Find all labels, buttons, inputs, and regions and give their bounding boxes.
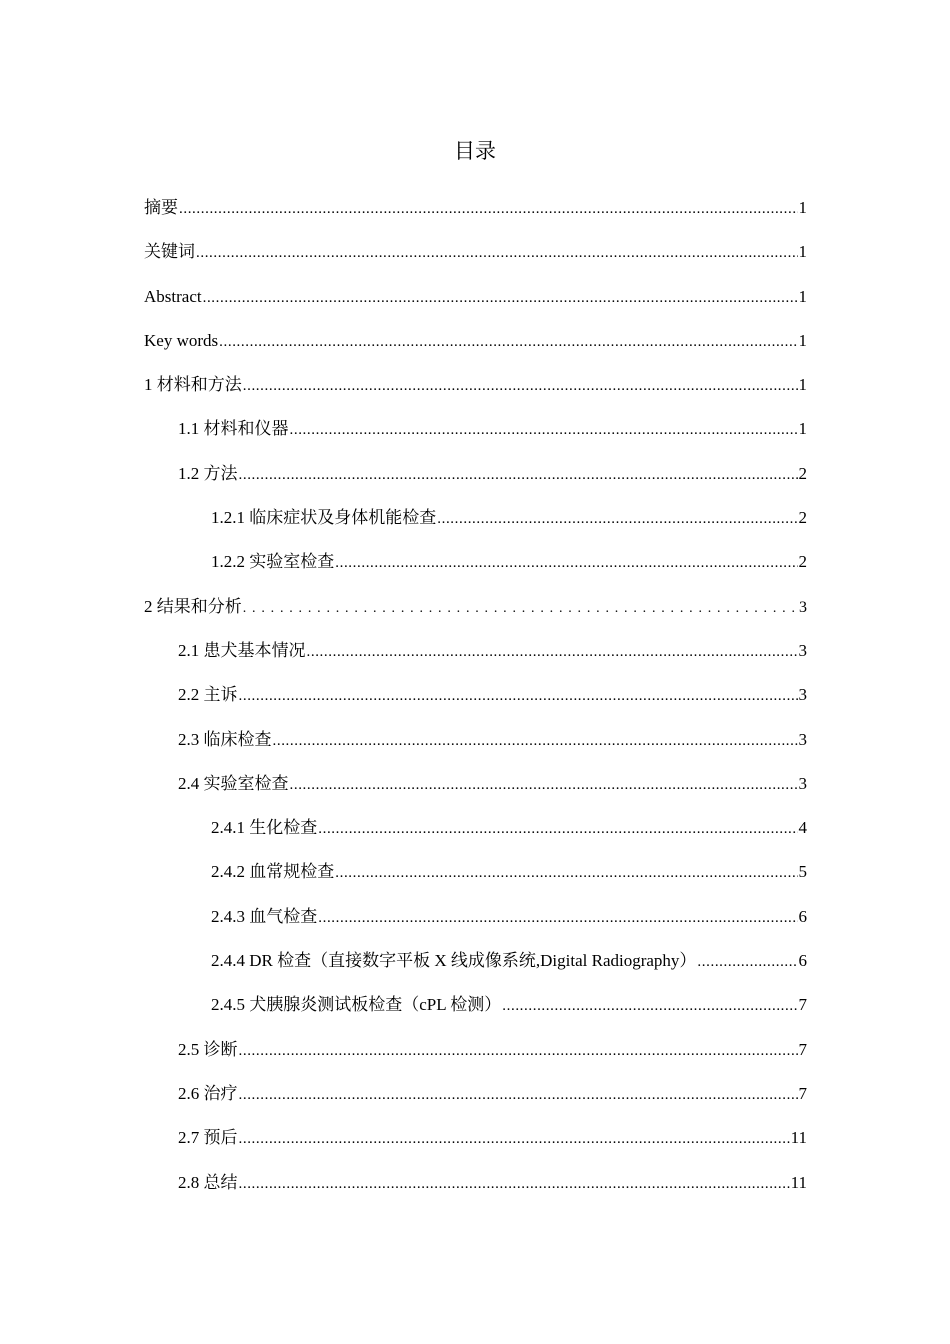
- toc-entry-page: 3: [798, 729, 807, 749]
- toc-entry-label: 1 材料和方法: [144, 375, 242, 395]
- toc-entry-section-1-2-2[interactable]: [144, 546, 807, 590]
- toc-entry-page: 3: [798, 640, 807, 660]
- toc-entry-page: 11: [790, 1128, 807, 1148]
- toc-entry-page: 11: [790, 1172, 807, 1192]
- toc-entry-section-2-4-5[interactable]: [144, 989, 807, 1033]
- toc-entry-section-1-1[interactable]: [144, 413, 807, 457]
- dot-leader: [239, 1123, 790, 1155]
- toc-entry-page: 7: [798, 995, 807, 1015]
- toc-entry-label: 摘要: [144, 198, 178, 217]
- toc-entry-label: 2.6 治疗: [178, 1083, 238, 1103]
- dot-leader: [335, 857, 797, 889]
- toc-entry-page: 6: [798, 906, 807, 926]
- toc-entry-label: 2.4.4 DR 检查（直接数字平板 X 线成像系统,Digital Radiography）: [211, 951, 697, 971]
- dot-leader: [290, 769, 798, 801]
- toc-entry-section-2-7[interactable]: [144, 1122, 807, 1166]
- toc-entry-page: 4: [798, 818, 807, 838]
- toc-entry-abstract-zh[interactable]: [144, 192, 807, 236]
- dot-leader: [437, 503, 797, 535]
- toc-entry-label: 2.2 主诉: [178, 685, 238, 705]
- toc-entry-label: 2.4 实验室检查: [178, 773, 289, 793]
- toc-entry-page: 3: [798, 685, 807, 705]
- dot-leader: [239, 1035, 798, 1067]
- dot-leader: [290, 414, 798, 446]
- toc-entry-keywords-en[interactable]: [144, 325, 807, 369]
- dot-leader: [273, 725, 798, 757]
- toc-entry-label: 2.4.3 血气检查: [211, 906, 318, 926]
- dot-leader: [243, 593, 798, 625]
- dot-leader: [239, 1079, 798, 1111]
- toc-entry-label: 1.1 材料和仪器: [178, 419, 289, 439]
- toc-entry-label: 1.2.2 实验室检查: [211, 552, 335, 572]
- toc-entry-section-2-4-2[interactable]: [144, 856, 807, 900]
- toc-entry-page: 3: [799, 598, 807, 616]
- dot-leader: [196, 237, 798, 269]
- toc-entry-label: Abstract: [144, 286, 202, 306]
- toc-entry-label: 1.2 方法: [178, 463, 238, 483]
- toc-entry-section-2-5[interactable]: [144, 1034, 807, 1078]
- toc-entry-label: 2.8 总结: [178, 1172, 238, 1192]
- toc-entry-label: 2.4.1 生化检查: [211, 818, 318, 838]
- dot-leader: [335, 547, 797, 579]
- dot-leader: [219, 326, 797, 358]
- toc-entry-label: 2 结果和分析: [144, 596, 242, 616]
- toc-entry-section-1-2[interactable]: [144, 458, 807, 502]
- dot-leader: [239, 1168, 790, 1200]
- toc-entry-label: 关键词: [144, 242, 195, 262]
- dot-leader: [239, 459, 798, 491]
- toc-title: 目录: [454, 139, 496, 163]
- toc-entry-page: 1: [798, 198, 807, 217]
- toc-entry-page: 1: [798, 242, 807, 262]
- toc-entry-section-2-4[interactable]: [144, 768, 807, 812]
- toc-entry-section-1[interactable]: [144, 369, 807, 413]
- toc-entry-section-2-4-3[interactable]: [144, 901, 807, 945]
- toc-entry-section-2[interactable]: [144, 591, 807, 635]
- dot-leader: [179, 193, 798, 225]
- toc-entry-section-2-6[interactable]: [144, 1078, 807, 1122]
- toc-entry-section-1-2-1[interactable]: [144, 502, 807, 546]
- toc-entry-page: 6: [798, 951, 807, 971]
- toc-entry-section-2-8[interactable]: [144, 1167, 807, 1211]
- toc-entry-label: 2.1 患犬基本情况: [178, 640, 306, 660]
- toc-entry-section-2-2[interactable]: [144, 679, 807, 723]
- table-of-contents: [144, 192, 807, 1211]
- toc-entry-keywords-zh[interactable]: [144, 236, 807, 280]
- toc-entry-label: 1.2.1 临床症状及身体机能检查: [211, 508, 437, 528]
- toc-entry-section-2-4-4[interactable]: [144, 945, 807, 989]
- dot-leader: [697, 946, 797, 978]
- toc-entry-page: 2: [798, 463, 807, 483]
- dot-leader: [243, 370, 798, 402]
- dot-leader: [239, 680, 798, 712]
- toc-entry-label: 2.3 临床检查: [178, 729, 272, 749]
- toc-entry-page: 2: [798, 508, 807, 528]
- toc-entry-page: 1: [798, 330, 807, 350]
- toc-entry-section-2-4-1[interactable]: [144, 812, 807, 856]
- dot-leader: [307, 636, 798, 668]
- toc-entry-page: 3: [798, 773, 807, 793]
- toc-entry-page: 7: [798, 1039, 807, 1059]
- dot-leader: [318, 902, 797, 934]
- toc-entry-section-2-1[interactable]: [144, 635, 807, 679]
- toc-entry-label: 2.4.2 血常规检查: [211, 862, 335, 882]
- dot-leader: [203, 282, 798, 314]
- toc-entry-section-2-3[interactable]: [144, 724, 807, 768]
- toc-entry-label: Key words: [144, 330, 219, 350]
- toc-entry-page: 5: [798, 862, 807, 882]
- toc-entry-page: 1: [798, 286, 807, 306]
- toc-entry-label: 2.5 诊断: [178, 1039, 238, 1059]
- dot-leader: [318, 813, 797, 845]
- toc-entry-label: 2.7 预后: [178, 1128, 238, 1148]
- toc-entry-page: 2: [798, 552, 807, 572]
- toc-entry-page: 1: [798, 419, 807, 439]
- dot-leader: [502, 990, 797, 1022]
- toc-entry-page: 7: [798, 1083, 807, 1103]
- toc-entry-abstract-en[interactable]: [144, 281, 807, 325]
- toc-entry-label: 2.4.5 犬胰腺炎测试板检查（cPL 检测）: [211, 995, 502, 1015]
- toc-entry-page: 1: [798, 375, 807, 395]
